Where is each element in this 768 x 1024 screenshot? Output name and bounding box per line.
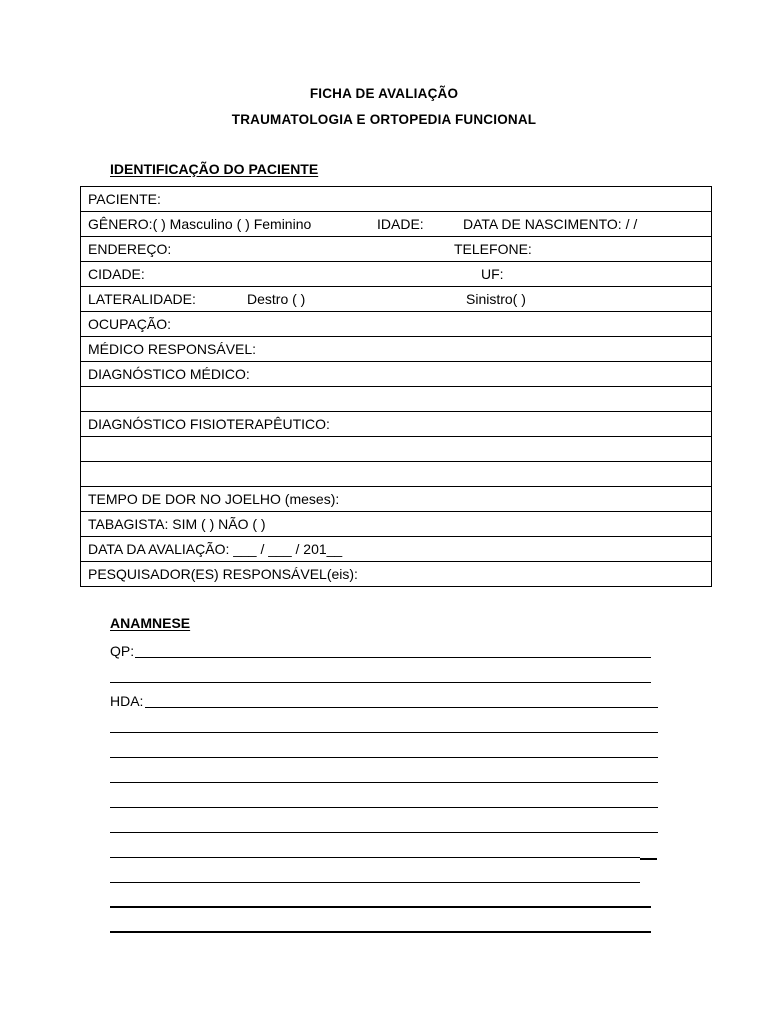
answer-line [110,682,651,683]
table-row [81,537,712,562]
field-diagnostico-medico[interactable] [81,362,712,387]
uf-label: UF: [481,266,504,282]
field-tabagista[interactable] [81,512,712,537]
table-row [81,512,712,537]
table-row [81,412,712,437]
field-blank[interactable] [81,437,712,462]
answer-line [110,882,640,883]
field-data-avaliacao[interactable] [81,537,712,562]
field-label: PESQUISADOR(ES) RESPONSÁVEL(eis): [88,566,358,582]
nascimento-label: DATA DE NASCIMENTO: / / [463,216,638,232]
table-row [81,187,712,212]
field-endereco[interactable] [81,237,712,262]
table-row [81,312,712,337]
hda-line-9[interactable] [110,886,670,911]
table-row [81,387,712,412]
destro-option: Destro ( ) [247,291,306,307]
table-row [81,462,712,487]
telefone-label: TELEFONE: [454,241,532,257]
field-label: DATA DA AVALIAÇÃO: ___ / ___ / 201__ [88,541,343,557]
answer-line [110,931,651,933]
sinistro-option: Sinistro( ) [466,291,526,307]
field-label: DIAGNÓSTICO MÉDICO: [88,366,250,382]
table-row [81,487,712,512]
hda-line[interactable] [110,686,670,711]
answer-line [110,906,651,908]
hda-line-4[interactable] [110,761,670,786]
answer-line [110,782,658,783]
hda-line-7[interactable] [110,836,670,861]
hda-line-2[interactable] [110,711,670,736]
qp-label: QP: [110,643,135,659]
table-row [81,237,712,262]
table-row [81,287,712,312]
lateralidade-label: LATERALIDADE: [88,291,196,307]
hda-line-6[interactable] [110,811,670,836]
field-pesquisador[interactable] [81,562,712,587]
field-diagnostico-fisio[interactable] [81,412,712,437]
anamnese-lines [110,636,670,936]
form-subtitle: TRAUMATOLOGIA E ORTOPEDIA FUNCIONAL [231,112,537,127]
field-label: MÉDICO RESPONSÁVEL: [88,341,257,357]
table-row [81,262,712,287]
hda-line-8[interactable] [110,861,670,886]
table-row [81,362,712,387]
field-label: PACIENTE: [88,191,161,207]
answer-line [110,832,658,833]
field-paciente[interactable] [81,187,712,212]
field-label: TEMPO DE DOR NO JOELHO (meses): [88,491,340,507]
patient-identification-table [80,186,712,587]
answer-line [110,757,658,758]
field-cidade[interactable] [81,262,712,287]
hda-line-3[interactable] [110,736,670,761]
section-heading-identificacao: IDENTIFICAÇÃO DO PACIENTE [110,161,319,177]
field-blank[interactable] [81,387,712,412]
table-row [81,337,712,362]
table-row [81,212,712,237]
qp-line[interactable] [110,636,670,661]
answer-line [110,807,658,808]
answer-line-stub [640,858,657,860]
cidade-label: CIDADE: [88,266,145,282]
field-lateralidade[interactable] [81,287,712,312]
field-label: OCUPAÇÃO: [88,316,171,332]
table-row [81,437,712,462]
table-row [81,562,712,587]
idade-label: IDADE: [377,216,424,232]
answer-line [145,707,658,708]
qp-line-2[interactable] [110,661,670,686]
field-label: TABAGISTA: SIM ( ) NÃO ( ) [88,516,266,532]
endereco-label: ENDEREÇO: [88,241,172,257]
hda-line-5[interactable] [110,786,670,811]
hda-line-10[interactable] [110,911,670,936]
answer-line [110,857,640,858]
field-ocupacao[interactable] [81,312,712,337]
field-blank[interactable] [81,462,712,487]
answer-line [135,657,651,658]
field-tempo-dor[interactable] [81,487,712,512]
answer-line [110,732,658,733]
field-genero[interactable] [81,212,712,237]
genero-label: GÊNERO:( ) Masculino ( ) Feminino [88,216,312,232]
form-title: FICHA DE AVALIAÇÃO [309,86,459,101]
field-medico[interactable] [81,337,712,362]
section-heading-anamnese: ANAMNESE [110,615,191,631]
hda-label: HDA: [110,693,144,709]
field-label: DIAGNÓSTICO FISIOTERAPÊUTICO: [88,416,330,432]
